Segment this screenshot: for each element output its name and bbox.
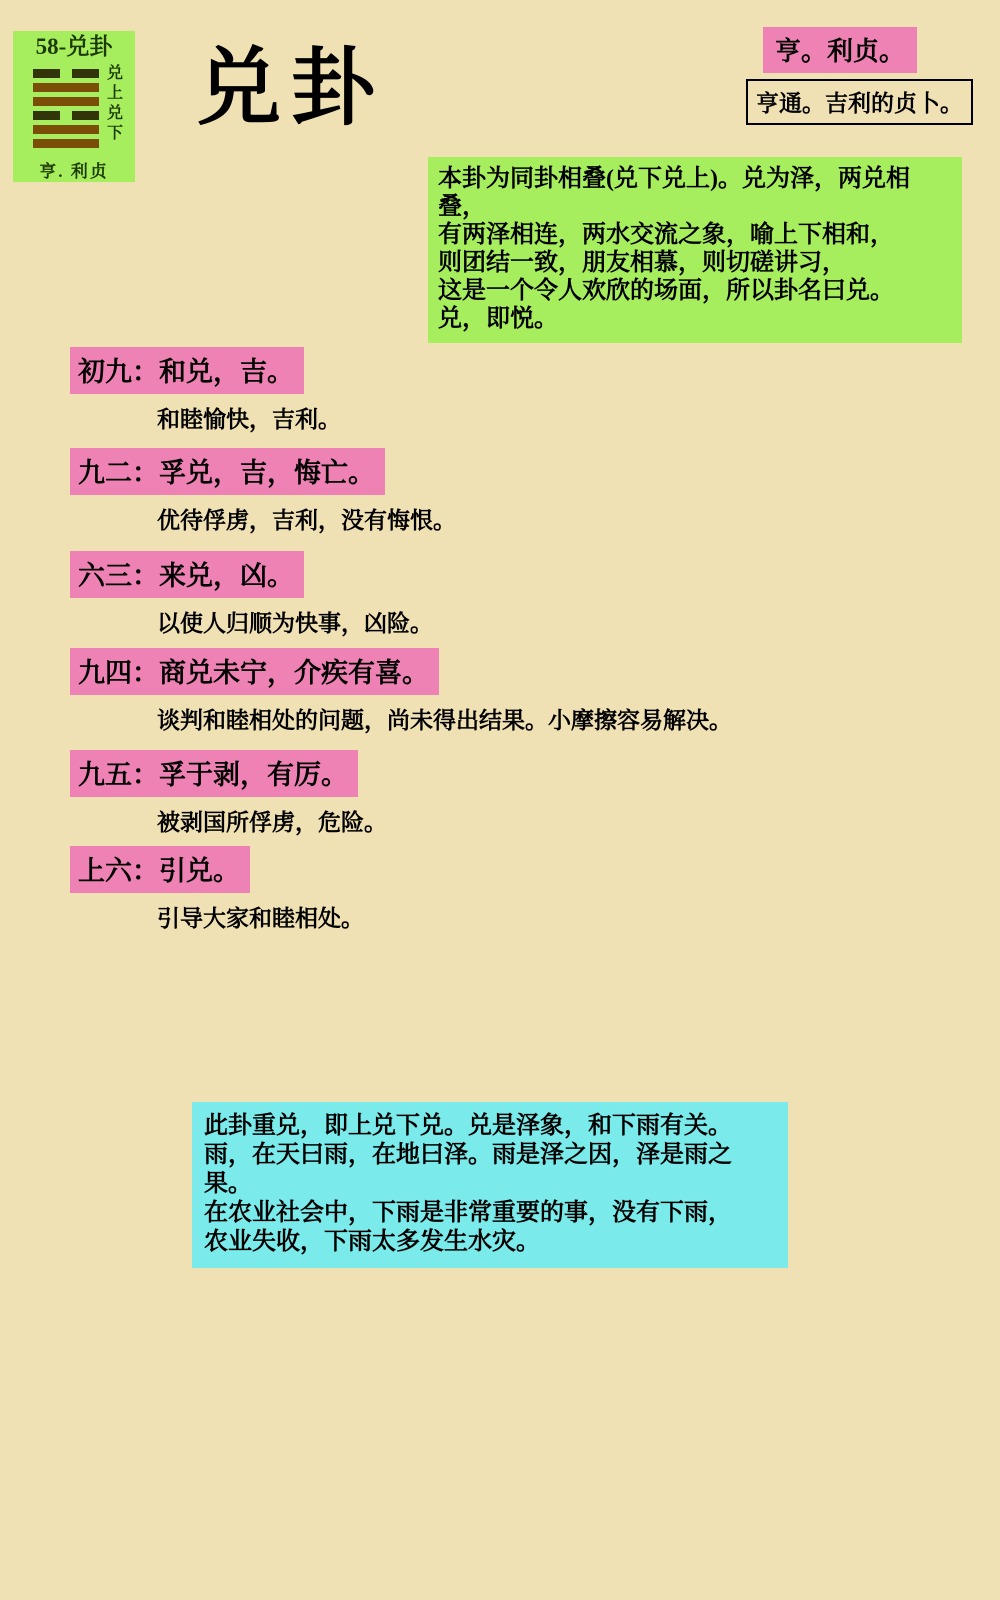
line-entry-6	[70, 846, 364, 933]
note-line: 此卦重兑，即上兑下兑。兑是泽象，和下雨有关。	[204, 1113, 732, 1139]
note-line: 农业失收，下雨太多发生水灾。	[204, 1229, 540, 1255]
line-1-statement: 初九：和兑，吉。	[70, 347, 304, 394]
badge-judgment-text: 亨. 利贞	[39, 162, 109, 181]
hexagram-line-1-top	[33, 69, 99, 78]
line-2-meaning: 优待俘虏，吉利，没有悔恨。	[157, 508, 456, 533]
overview-box	[428, 157, 962, 343]
trigram-note-vertical: 兑上兑下	[106, 65, 123, 142]
hexagram-badge	[13, 31, 135, 182]
line-5-statement: 九五：孚于剥，有厉。	[70, 750, 358, 797]
hexagram-badge-middle	[13, 64, 135, 153]
line-1-meaning: 和睦愉快，吉利。	[157, 407, 341, 432]
hexagram-line-4	[33, 111, 99, 120]
note-line: 雨，在天曰雨，在地曰泽。雨是泽之因，泽是雨之果。	[204, 1142, 732, 1197]
overview-line: 这是一个令人欢欣的场面，所以卦名曰兑。	[438, 278, 894, 304]
hexagram-line-2	[33, 83, 99, 92]
judgment-highlight: 亨。利贞。	[763, 27, 917, 73]
line-5-meaning: 被剥国所俘虏，危险。	[157, 810, 387, 835]
line-6-meaning: 引导大家和睦相处。	[157, 906, 364, 931]
line-6-statement: 上六：引兑。	[70, 846, 250, 893]
overview-line: 有两泽相连，两水交流之象，喻上下相和，	[438, 222, 894, 248]
hexagram-badge-id: 58-兑卦	[35, 34, 113, 59]
page-title: 兑卦	[197, 43, 386, 136]
overview-line: 本卦为同卦相叠(兑下兑上)。兑为泽，两兑相叠，	[438, 166, 910, 220]
line-3-statement: 六三：来兑，凶。	[70, 551, 304, 598]
line-entry-1	[70, 347, 341, 434]
rain-note-box	[192, 1102, 788, 1268]
note-line: 在农业社会中，下雨是非常重要的事，没有下雨，	[204, 1200, 732, 1226]
line-3-meaning: 以使人归顺为快事，凶险。	[157, 611, 433, 636]
hexagram-line-5	[33, 125, 99, 134]
overview-line: 兑，即悦。	[438, 306, 558, 332]
line-entry-3	[70, 551, 433, 638]
overview-line: 则团结一致，朋友相慕，则切磋讲习，	[438, 250, 846, 276]
line-2-statement: 九二：孚兑，吉，悔亡。	[70, 448, 385, 495]
hexagram-line-6-bottom	[33, 139, 99, 148]
judgment-translation-box: 亨通。吉利的贞卜。	[746, 79, 973, 125]
line-entry-2	[70, 448, 456, 535]
line-entry-5	[70, 750, 387, 837]
hexagram-symbol	[33, 64, 99, 153]
line-4-statement: 九四：商兑未宁，介疾有喜。	[70, 648, 439, 695]
line-entry-4	[70, 648, 732, 735]
hexagram-line-3	[33, 97, 99, 106]
line-4-meaning: 谈判和睦相处的问题，尚未得出结果。小摩擦容易解决。	[157, 708, 732, 733]
